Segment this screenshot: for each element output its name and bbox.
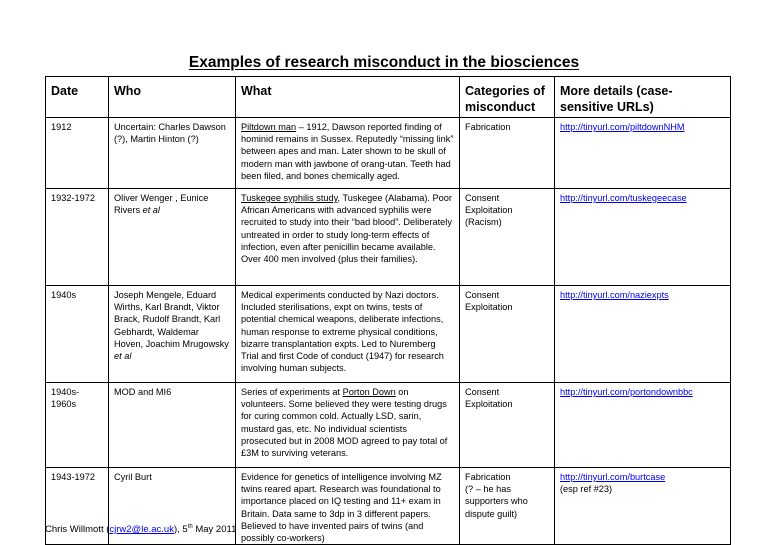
cell-categories: Fabrication <box>460 118 555 189</box>
cell-details <box>555 383 731 468</box>
cell-categories: Fabrication (? – he has supporters who dispute guilt) <box>460 468 555 545</box>
header-who: Who <box>109 77 236 118</box>
header-details: More details (case-sensitive URLs) <box>555 77 731 118</box>
details-link[interactable]: http://tinyurl.com/naziexpts <box>560 290 669 300</box>
cell-who <box>109 189 236 286</box>
who-etal: et al <box>114 351 132 362</box>
header-categories: Categories of misconduct <box>460 77 555 118</box>
footer-after-email: ), 5 <box>173 524 188 536</box>
header-date: Date <box>46 77 109 118</box>
cell-date: 1940s <box>46 286 109 383</box>
what-link-text[interactable]: Porton Down <box>342 387 396 397</box>
what-text: , Tuskegee (Alabama). Poor African Americans with advanced syphilis were recruited to study into their “bad blood”. Deliberately untreated in order to study long-term effects of infection, even after penicillin became available. Over 400 men involved (plus their families). <box>241 193 452 265</box>
table-row <box>46 118 731 189</box>
cell-date: 1940s-1960s <box>46 383 109 468</box>
footer-date: May 2011 <box>192 524 237 536</box>
details-link[interactable]: http://tinyurl.com/piltdownNHM <box>560 122 685 132</box>
cell-date: 1912 <box>46 118 109 189</box>
who-etal: et al <box>142 205 160 216</box>
cell-details <box>555 118 731 189</box>
cell-details <box>555 286 731 383</box>
who-text: Joseph Mengele, Eduard Wirths, Karl Brandt, Viktor Brack, Rudolf Brandt, Karl Gebhardt, Waldemar Hoven, Joachim Mrugowsky <box>114 290 229 349</box>
who-text: Oliver Wenger , Eunice Rivers <box>114 193 209 216</box>
footer-author: Chris Willmott ( <box>45 524 110 536</box>
details-link[interactable]: http://tinyurl.com/portondownbbc <box>560 387 693 397</box>
cell-what <box>236 189 460 286</box>
cell-categories: Consent Exploitation <box>460 383 555 468</box>
cell-what: Evidence for genetics of intelligence involving MZ twins reared apart. Research was foundational to importance placed on IQ testing and 11+ exam in Britain. Data same to 3dp in 3 different papers. Believed to have invented pairs of twins (and possibly co-workers) <box>236 468 460 545</box>
header-what: What <box>236 77 460 118</box>
cell-who <box>109 286 236 383</box>
details-link[interactable]: http://tinyurl.com/tuskegeecase <box>560 193 687 203</box>
footer-email-link[interactable]: cjrw2@le.ac.uk <box>109 524 174 536</box>
details-note: (esp ref #23) <box>560 484 613 495</box>
what-text: – 1912, Dawson reported finding of hominid remains in Sussex. Reputedly “missing link” between apes and man. Later shown to be skull of modern man with jawbone of orang-utan. Teeth had been filed, and bones chemically aged. <box>241 122 454 181</box>
cell-details <box>555 468 731 545</box>
details-link[interactable]: http://tinyurl.com/burtcase <box>560 472 666 482</box>
cell-who: Uncertain: Charles Dawson (?), Martin Hinton (?) <box>109 118 236 189</box>
document-title: Examples of research misconduct in the biosciences <box>188 54 580 71</box>
cell-who: Cyril Burt <box>109 468 236 545</box>
what-text: on volunteers. Some believed they were testing drugs for curing common cold. Actually LSD, sarin, mustard gas, etc. No individual scientists prosecuted but in 2008 MOD agreed to pay total of £3M to surviving veterans. <box>241 387 448 459</box>
cell-what <box>236 118 460 189</box>
cell-categories: Consent Exploitation (Racism) <box>460 189 555 286</box>
cell-who: MOD and MI6 <box>109 383 236 468</box>
table-row <box>46 383 731 468</box>
what-text-pre: Series of experiments at <box>241 387 343 397</box>
table-row <box>46 189 731 286</box>
cell-date: 1932-1972 <box>46 189 109 286</box>
cell-categories: Consent Exploitation <box>460 286 555 383</box>
misconduct-table <box>45 76 731 545</box>
table-header-row <box>46 77 731 118</box>
cell-what <box>236 383 460 468</box>
cell-what: Medical experiments conducted by Nazi doctors. Included sterilisations, expt on twins, tests of potential chemical weapons, deliberate infections, human response to extreme physical conditions, bizarre transplantation expts. Led to Nuremberg Trial and first Code of conduct (1947) for research involving human subjects. <box>236 286 460 383</box>
footer-sup: th <box>187 524 193 530</box>
cell-details <box>555 189 731 286</box>
what-link-text[interactable]: Piltdown man <box>241 122 297 132</box>
cell-date: 1943-1972 <box>46 468 109 545</box>
footer-credit <box>45 524 236 535</box>
table-row <box>46 286 731 383</box>
what-link-text[interactable]: Tuskegee syphilis study <box>241 193 338 203</box>
